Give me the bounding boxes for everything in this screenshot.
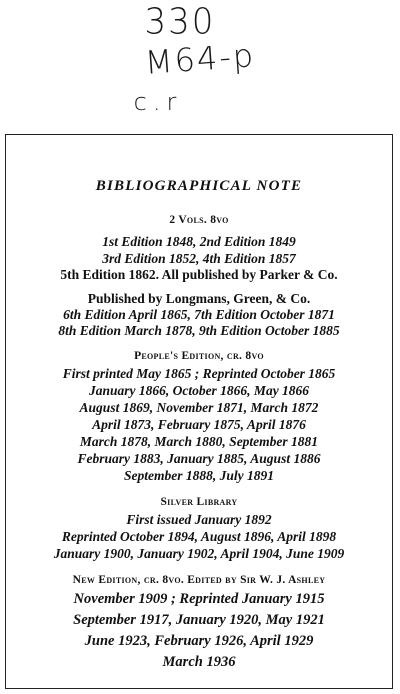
- new-line-3: June 1923, February 1926, April 1929: [84, 633, 314, 649]
- people-line-2: January 1866, October 1866, May 1866: [88, 383, 310, 398]
- vols-heading: 2 Vols. 8vo: [169, 214, 229, 226]
- people-line-4: April 1873, February 1875, April 1876: [92, 417, 306, 432]
- new-line-4: March 1936: [162, 654, 236, 670]
- silver-line-2: Reprinted October 1894, August 1896, April 1898: [61, 529, 337, 544]
- longmans-line-1: Published by Longmans, Green, & Co.: [87, 291, 311, 306]
- people-line-3: August 1869, November 1871, March 1872: [79, 400, 319, 415]
- people-line-6: February 1883, January 1885, August 1886: [77, 451, 321, 466]
- vols-line-1: 1st Edition 1848, 2nd Edition 1849: [102, 234, 296, 249]
- people-line-5: March 1878, March 1880, September 1881: [79, 434, 319, 449]
- people-line-7: September 1888, July 1891: [124, 468, 274, 483]
- page-title: BIBLIOGRAPHICAL NOTE: [95, 178, 303, 194]
- people-heading: People's Edition, cr. 8vo: [134, 350, 264, 362]
- handwritten-note: c.r: [133, 88, 183, 116]
- new-line-2: September 1917, January 1920, May 1921: [73, 612, 325, 628]
- new-edition-heading: New Edition, cr. 8vo. Edited by Sir W. J. Ashley: [72, 574, 326, 586]
- people-line-1: First printed May 1865 ; Reprinted October 1865: [62, 366, 336, 381]
- silver-line-3: January 1900, January 1902, April 1904, June 1909: [53, 546, 345, 561]
- silver-heading: Silver Library: [160, 496, 238, 508]
- new-line-1: November 1909 ; Reprinted January 1915: [73, 591, 325, 607]
- handwritten-shelf-mark: M64-p: [143, 36, 257, 82]
- handwritten-call-number: 330: [144, 1, 216, 43]
- vols-line-3: 5th Edition 1862. All published by Parker & Co.: [60, 267, 338, 282]
- silver-line-1: First issued January 1892: [126, 512, 272, 527]
- vols-line-2: 3rd Edition 1852, 4th Edition 1857: [102, 251, 296, 266]
- longmans-line-3: 8th Edition March 1878, 9th Edition October 1885: [58, 323, 340, 338]
- longmans-line-2: 6th Edition April 1865, 7th Edition October 1871: [63, 307, 335, 322]
